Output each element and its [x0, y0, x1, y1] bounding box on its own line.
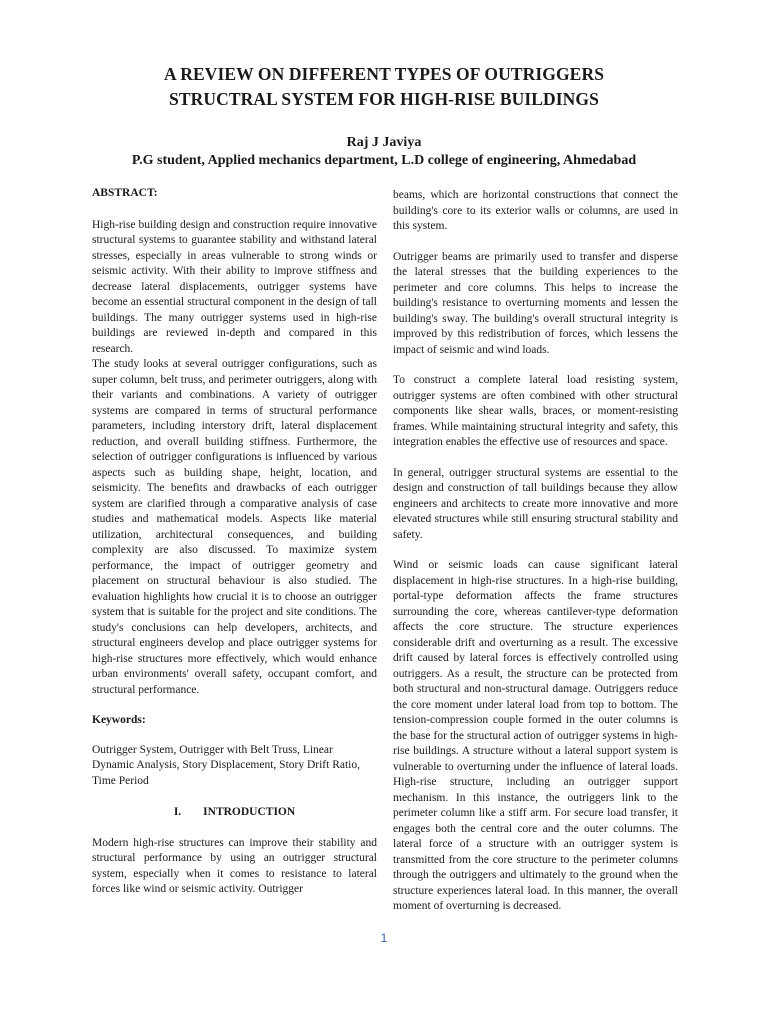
- page-number: 1: [380, 931, 388, 945]
- section-number: I.: [173, 806, 182, 818]
- section-heading-introduction: [92, 805, 377, 821]
- abstract-heading: ABSTRACT:: [92, 187, 158, 199]
- abstract-paragraph-2: The study looks at several outrigger configurations, such as super column, belt truss, and perimeter outriggers, along with their variants and combinations. A variety of outrigger systems are compared in terms of structural performance parameters, including interstory drift, lateral displacement reduction, and overall building stiffness. Furthermore, the selection of outrigger configurations is influenced by various aspects such as building shape, height, location, and seismicity. The benefits and drawbacks of each outrigger system are clarified through a comparative analysis of case studies and mathematical models. Aspects like material utilization, architectural consequences, and building complexity are also discussed. To maximize system performance, the impact of outrigger geometry and placement on structural behaviour is also studied. The evaluation highlights how crucial it is to choose an outrigger system that is suitable for the project and site conditions. The study's conclusions can help developers, architects, and structural engineers develop and place outrigger systems for high-rise structures more effectively, which would enhance urban environments' overall safety, occupant comfort, and structural performance.: [92, 358, 377, 696]
- right-paragraph-2: Outrigger beams are primarily used to transfer and disperse the lateral stresses that the building experiences to the perimeter and core columns. This helps to increase the building's resistance to overturning moments and lessen the building's sway. The building's overall structural integrity is improved by this redistribution of forces, which lessens the impact of seismic and wind loads.: [393, 250, 678, 356]
- paper-title: [80, 62, 688, 112]
- intro-paragraph-1: Modern high-rise structures can improve their stability and structural performance by using an outrigger structural system, especially when it comes to resistance to lateral forces like wind or seismic activity. Outrigger: [92, 836, 377, 895]
- keywords-text: Outrigger System, Outrigger with Belt Truss, Linear Dynamic Analysis, Story Displacement, Story Drift Ratio, Time Period: [92, 743, 360, 787]
- author-name: Raj J Javiya: [346, 135, 422, 150]
- title-line-1: A REVIEW ON DIFFERENT TYPES OF OUTRIGGERS: [163, 64, 605, 84]
- keywords-heading: Keywords:: [92, 714, 146, 726]
- right-paragraph-4: In general, outrigger structural systems are essential to the design and construction of tall buildings because they allow engineers and architects to create more innovative and more elevated structures while still ensuring structural stability and safety.: [393, 466, 678, 541]
- title-line-2: STRUCTRAL SYSTEM FOR HIGH-RISE BUILDINGS: [169, 89, 599, 109]
- abstract-paragraph-1: High-rise building design and construction require innovative structural systems to guarantee stability and withstand lateral stresses, especially in areas vulnerable to strong winds or seismic activity. With their ability to improve stiffness and decrease lateral displacements, outrigger systems have become an essential structural component in the design of tall buildings. The many outrigger systems used in high-rise buildings are reviewed in-depth and compared in this research.: [92, 218, 377, 355]
- author-affiliation: P.G student, Applied mechanics department, L.D college of engineering, Ahmedabad: [131, 153, 637, 168]
- right-column: [393, 188, 678, 930]
- right-paragraph-5: Wind or seismic loads can cause significant lateral displacement in high-rise structures. In a high-rise building, portal-type deformation affects the frame structures surrounding the core, whereas cantilever-type deformation affects the core structure. The structure experiences considerable drift and overturning as a result. The excessive drift caused by lateral forces is effectively controlled using outriggers. As a result, the structure can be protected from both structural and non-structural damage. Outriggers reduce the core moment under lateral load from top to bottom. The tension-compression couple formed in the outer columns is the base for the structural action of outrigger systems in high-rise buildings. A structure without a lateral support system is vulnerable to overturning under the influence of lateral loads. High-rise structure, including an outrigger support mechanism. In this instance, the outriggers link to the perimeter column like a stiff arm. For secure load transfer, it engages both the central core and the outer columns. The lateral force of a structure with an outrigger system is transmitted from the core structure to the perimeter columns through the outriggers and ultimately to the ground when the structure experiences lateral load. In this manner, the overall moment of overturning is decreased.: [393, 559, 678, 912]
- right-paragraph-1: beams, which are horizontal constructions that connect the building's core to its exterior walls or columns, are used in this system.: [393, 189, 678, 232]
- left-column: [92, 186, 377, 913]
- right-paragraph-3: To construct a complete lateral load resisting system, outrigger systems are often combined with other structural components like shear walls, braces, or moment-resisting frames. While maintaining structural integrity and safety, this integration enables the effective use of resources and space.: [393, 374, 678, 448]
- section-title: INTRODUCTION: [203, 806, 296, 818]
